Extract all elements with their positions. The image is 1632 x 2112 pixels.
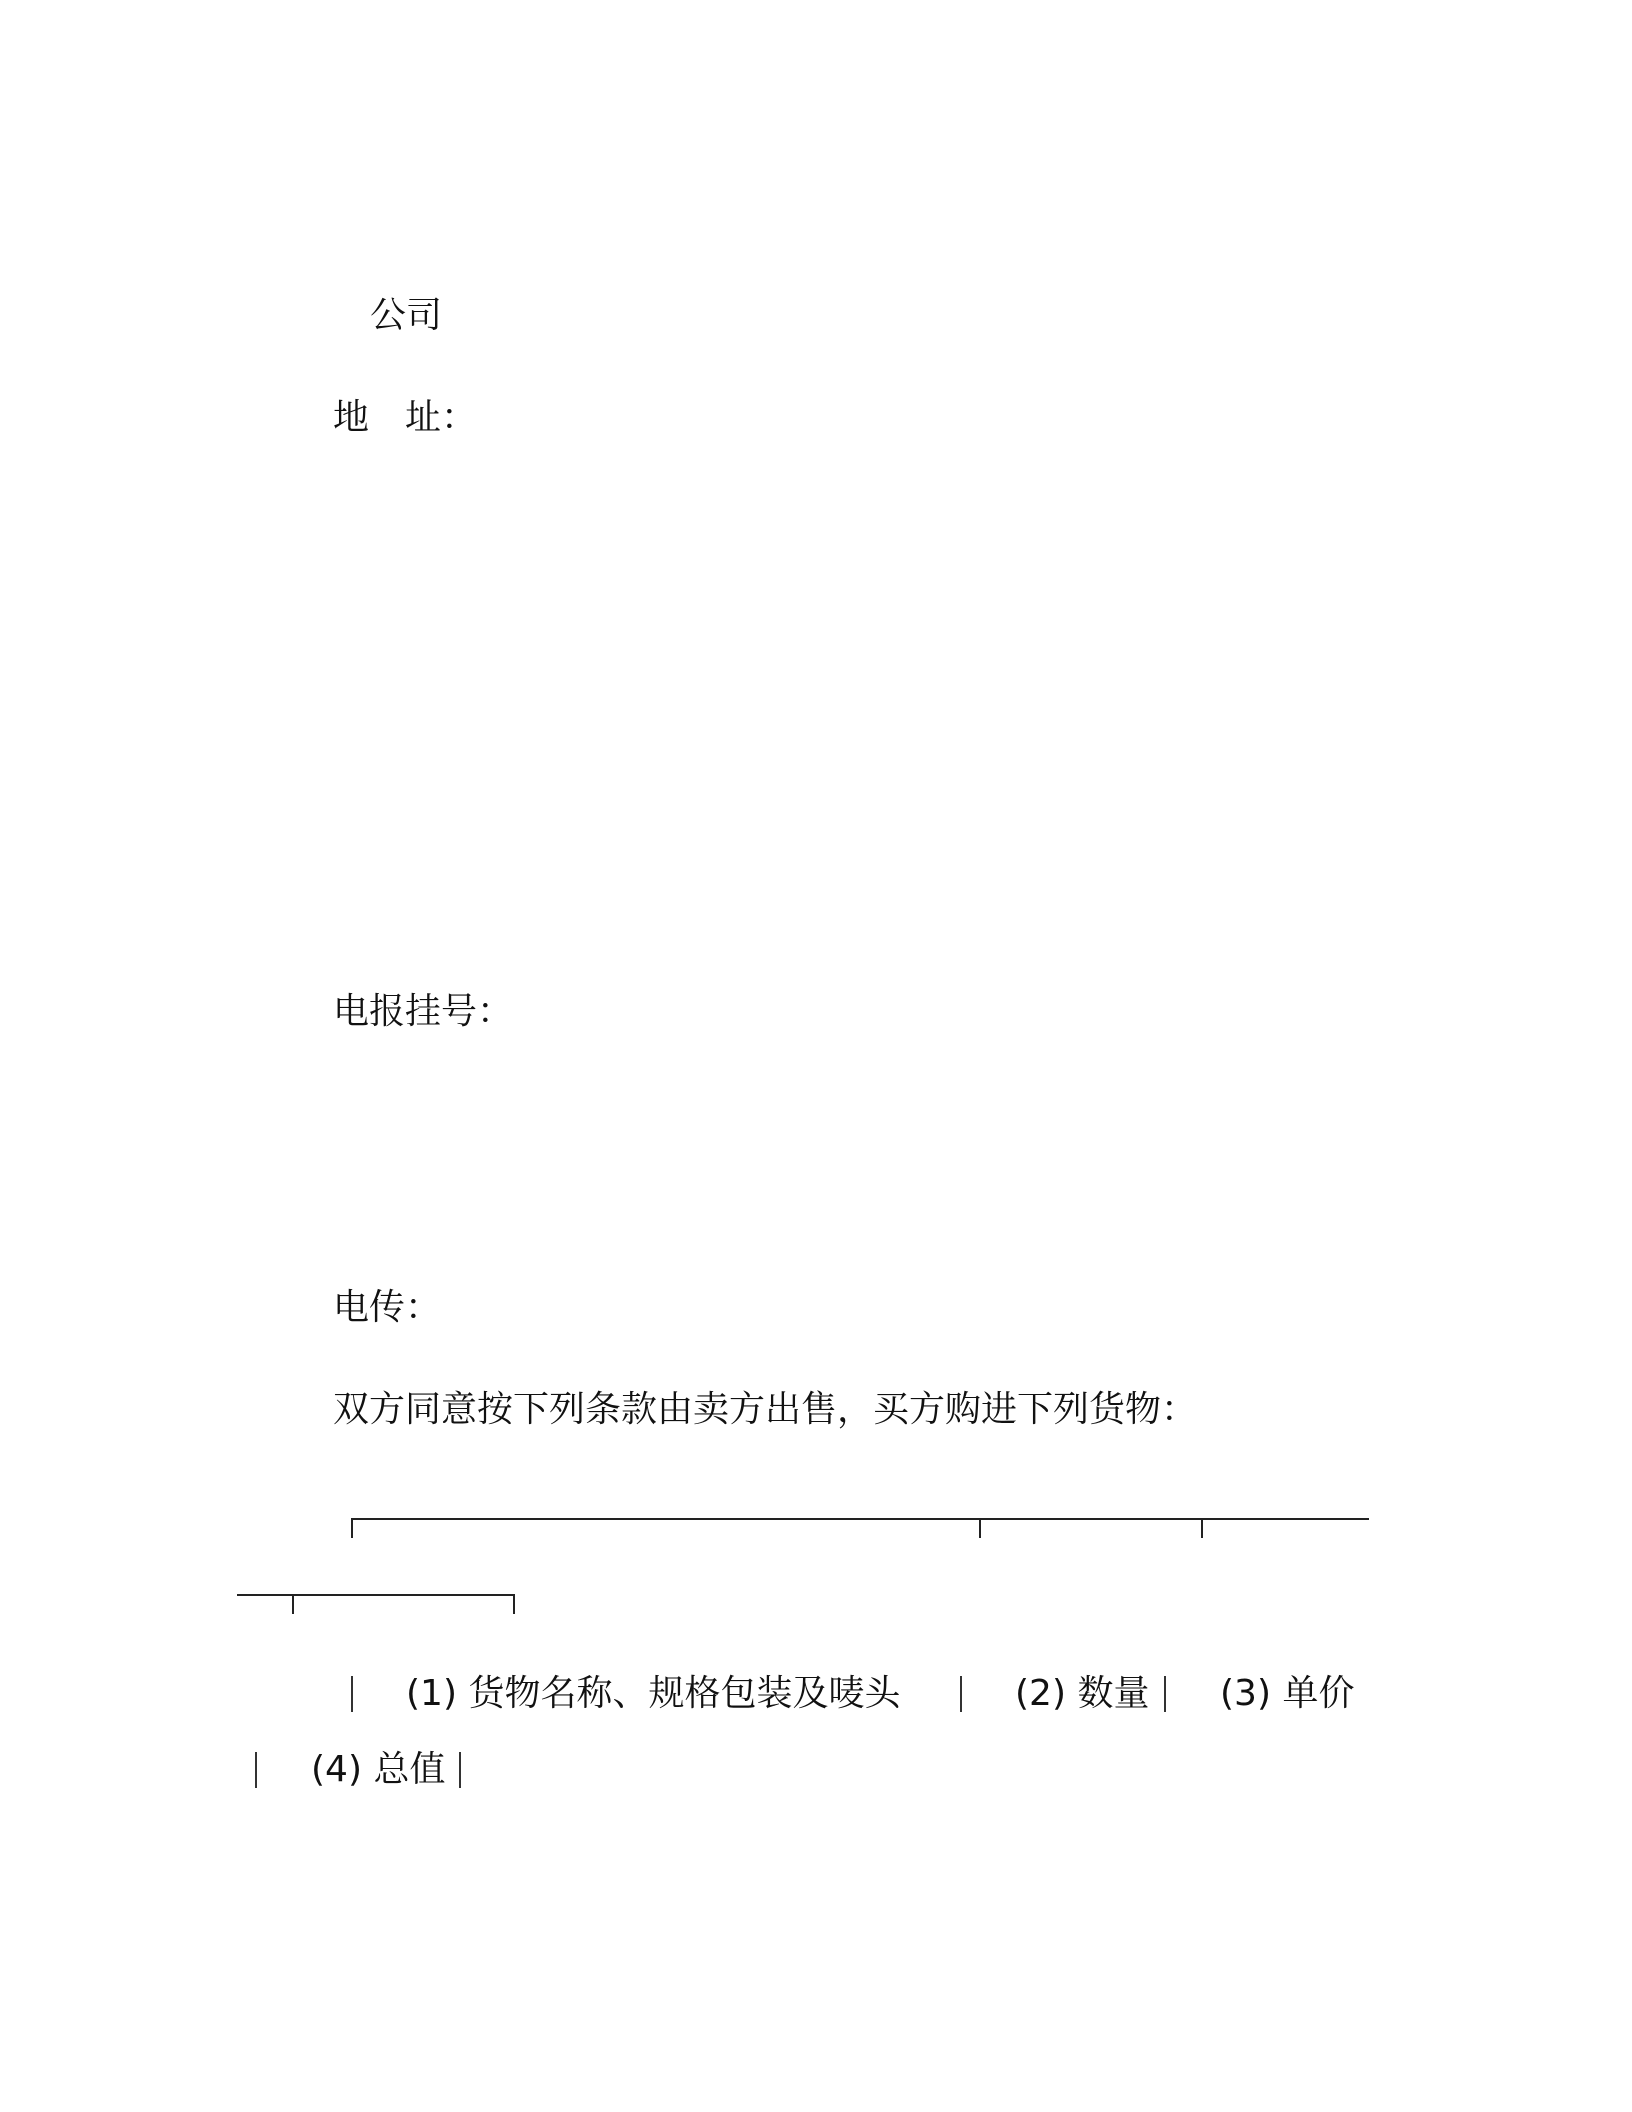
telegraph-label: 电报挂号：	[333, 991, 514, 1032]
table-top-rule-continued	[237, 1594, 515, 1596]
table-rule-tick	[513, 1594, 515, 1614]
table-column-divider	[351, 1676, 353, 1712]
table-rule-tick	[1201, 1518, 1203, 1538]
table-column-divider	[960, 1676, 962, 1712]
agreement-text: 双方同意按下列条款由卖方出售，买方购进下列货物：	[333, 1389, 1198, 1430]
table-header-quantity: (2) 数量	[1015, 1673, 1150, 1714]
table-header-goods: (1) 货物名称、规格包装及唛头	[406, 1673, 901, 1714]
company-label: 公司	[370, 295, 443, 336]
table-column-divider	[255, 1752, 257, 1788]
address-label: 地 址：	[333, 397, 478, 438]
table-header-unit-price: (3) 单价	[1220, 1673, 1355, 1714]
table-top-rule	[351, 1518, 1369, 1520]
table-rule-tick	[979, 1518, 981, 1538]
table-column-divider	[459, 1752, 461, 1788]
table-column-divider	[1164, 1676, 1166, 1712]
table-header-total-value: (4) 总值	[311, 1749, 446, 1790]
table-rule-tick	[351, 1518, 353, 1538]
telex-label: 电传：	[333, 1287, 442, 1328]
table-rule-tick	[292, 1594, 294, 1614]
